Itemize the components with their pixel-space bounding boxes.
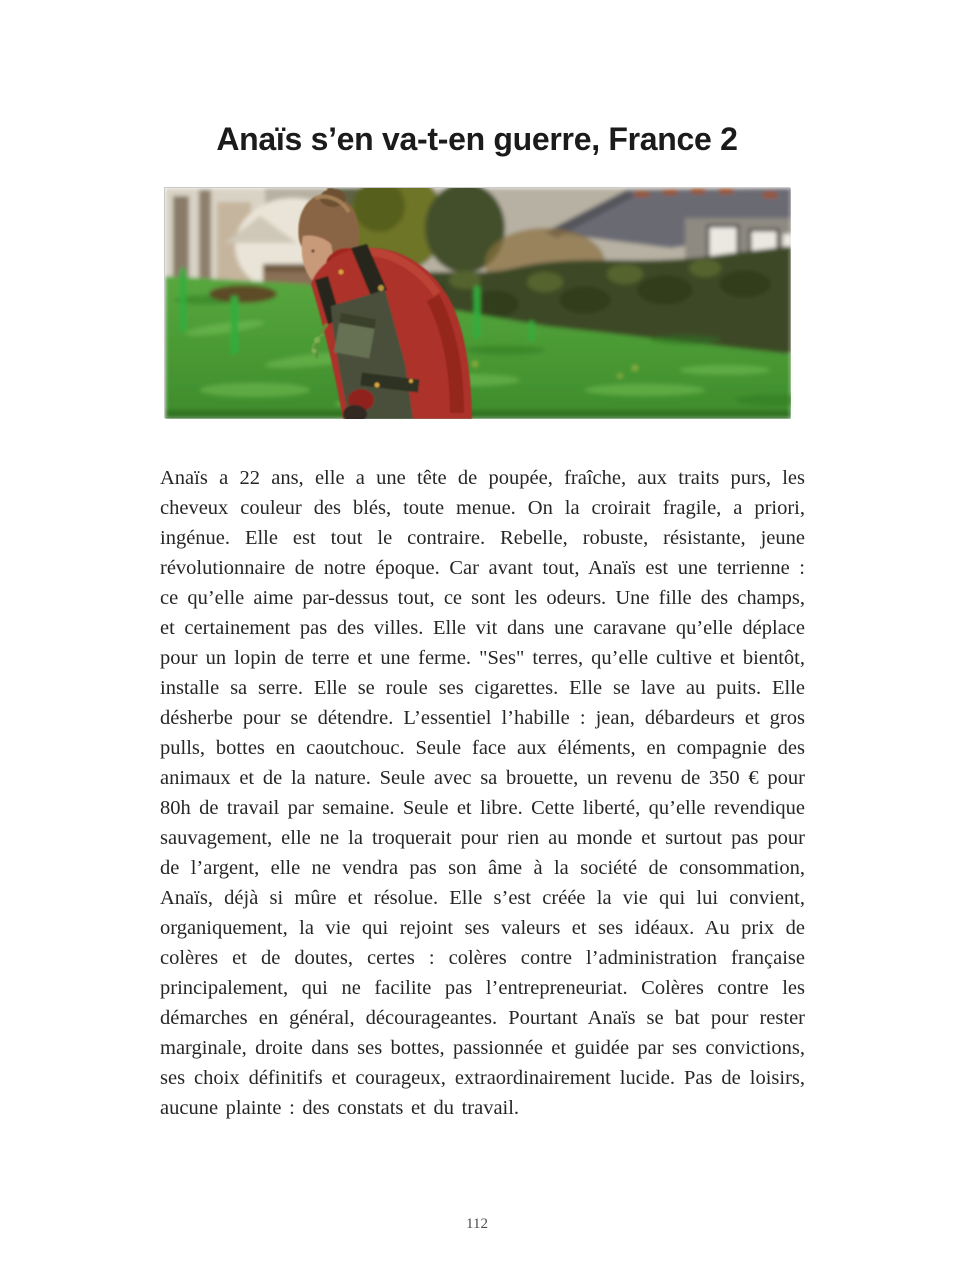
photo-illustration	[165, 188, 791, 419]
dirt-patch	[209, 285, 277, 303]
article-photo	[164, 187, 790, 418]
page-title: Anaïs s’en va-t-en guerre, France 2	[216, 121, 738, 157]
body-paragraph: Anaïs a 22 ans, elle a une tête de poupée, fraîche, aux traits purs, les cheveux couleur des blés, toute menue. On la croirait fragile, a priori, ingénue. Elle est tout le contraire. Rebelle, robuste, résistante, jeune révolutionnaire de notre époque. Car avant tout, Anaïs est une terrienne : ce qu’elle aime par-dessus tout, ce sont les odeurs. Une fille des champs, et certainement pas des villes. Elle vit dans une caravane qu’elle déplace pour un lopin de terre et une ferme. "Ses" terres, qu’elle cultive et bientôt, installe sa serre. Elle se roule ses cigarettes. Elle se lave au puits. Elle désherbe pour se détendre. L’essentiel l’habille : jean, débardeurs et gros pulls, bottes en caoutchouc. Seule face aux éléments, en compagnie des animaux et de la nature. Seule avec sa brouette, un revenu de 350 € pour 80h de travail par semaine. Seule et libre. Cette liberté, qu’elle revendique sauvagement, elle ne la troquerait pour rien au monde et surtout pas pour de l’argent, elle ne vendra pas son âme à la société de consommation, Anaïs, déjà si mûre et résolue. Elle s’est créée la vie qui lui convient, organiquement, la vie qui rejoint ses valeurs et ses idéaux. Au prix de colères et de doutes, certes : colères contre l’administration française principalement, qui ne facilite pas l’entrepreneuriat. Colères contre les démarches en général, décourageantes. Pourtant Anaïs se bat pour rester marginale, droite dans ses bottes, passionnée et guidée par ses convictions, ses choix définitifs et courageux, extraordinairement lucide. Pas de loisirs, aucune plainte : des constats et du travail.	[160, 467, 805, 1119]
bib-pocket	[334, 313, 376, 359]
photo-background	[165, 188, 791, 419]
page-number: 112	[466, 1216, 488, 1232]
